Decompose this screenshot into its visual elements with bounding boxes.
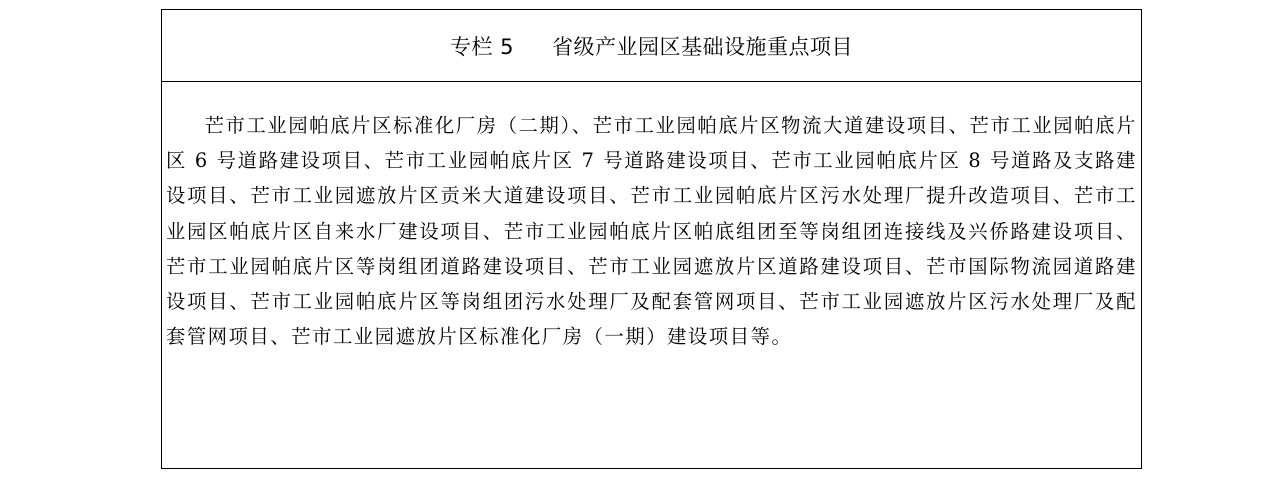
project-list-paragraph: 芒市工业园帕底片区标准化厂房（二期）、芒市工业园帕底片区物流大道建设项目、芒市工业园帕底片区 6 号道路建设项目、芒市工业园帕底片区 7 号道路建设项目、芒市工业园帕底片区 8 号道路及支路建设项目、芒市工业园遮放片区贡米大道建设项目、芒市工业园帕底片区污水处理厂提升改造项目、芒市工业园区帕底片区自来水厂建设项目、芒市工业园帕底片区帕底组团至等岗组团连接线及兴侨路建设项目、芒市工业园帕底片区等岗组团道路建设项目、芒市工业园遮放片区道路建设项目、芒市国际物流园道路建设项目、芒市工业园帕底片区等岗组团污水处理厂及配套管网项目、芒市工业园遮放片区污水处理厂及配套管网项目、芒市工业园遮放片区标准化厂房（一期）建设项目等。	[166, 114, 1137, 349]
column-body	[162, 82, 1141, 354]
project-column-box	[161, 9, 1142, 469]
column-label: 专栏 5	[449, 34, 515, 59]
page-top-edge	[0, 0, 1270, 1]
column-title: 省级产业园区基础设施重点项目	[552, 34, 854, 59]
column-header	[162, 10, 1141, 82]
